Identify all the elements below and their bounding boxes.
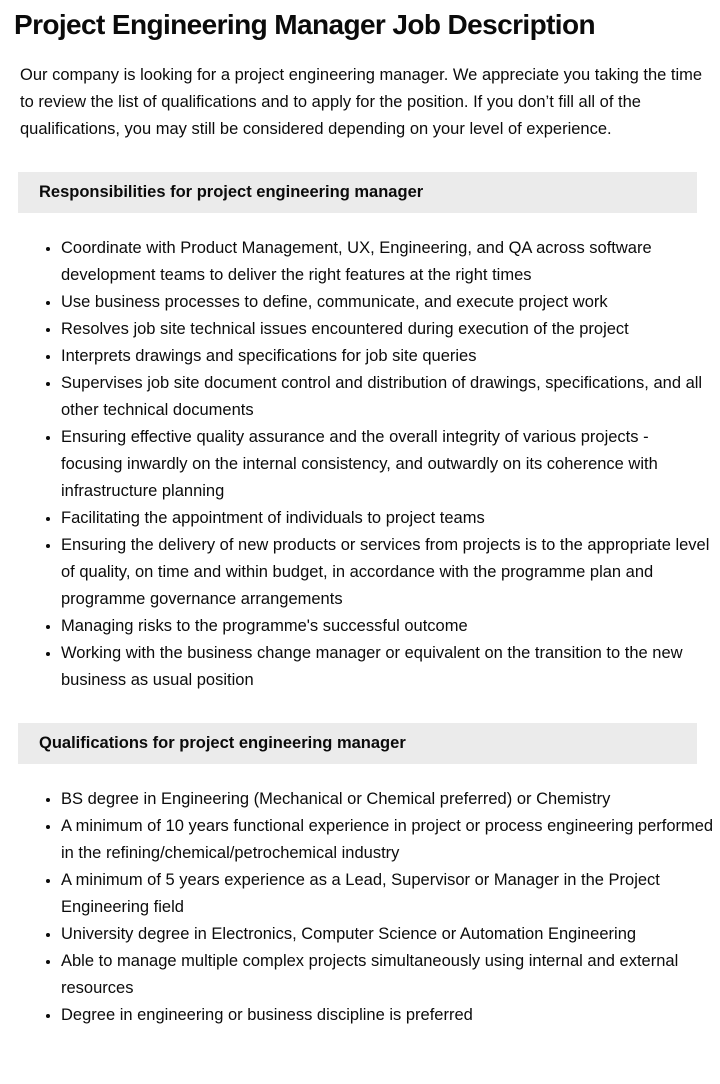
list-item: • Use business processes to define, communicate, and execute project work (61, 289, 714, 316)
list-item: • Coordinate with Product Management, UX, Engineering, and QA across software development teams to deliver the right features at the right times (61, 235, 714, 289)
responsibilities-list (0, 235, 720, 694)
section-header-qualifications: Qualifications for project engineering manager (18, 723, 697, 764)
list-item: • Working with the business change manager or equivalent on the transition to the new business as usual position (61, 640, 714, 694)
intro-paragraph: Our company is looking for a project engineering manager. We appreciate you taking the time to review the list of qualifications and to apply for the position. If you don’t fill all of the qualifications, you may still be considered depending on your level of experience. (20, 66, 703, 138)
list-item: • Managing risks to the programme's successful outcome (61, 613, 714, 640)
list-item: • Interprets drawings and specifications for job site queries (61, 343, 714, 370)
list-item: • Supervises job site document control and distribution of drawings, specifications, and all other technical documents (61, 370, 714, 424)
page-title: Project Engineering Manager Job Description (14, 9, 595, 40)
list-item: • A minimum of 5 years experience as a Lead, Supervisor or Manager in the Project Engineering field (61, 867, 714, 921)
list-item: • BS degree in Engineering (Mechanical or Chemical preferred) or Chemistry (61, 786, 714, 813)
list-item: • Ensuring effective quality assurance and the overall integrity of various projects - focusing inwardly on the internal consistency, and outwardly on its coherence with infrastructure planning (61, 424, 714, 505)
list-item: • Ensuring the delivery of new products or services from projects is to the appropriate level of quality, on time and within budget, in accordance with the programme plan and programme governance arrangements (61, 532, 714, 613)
list-item: • Resolves job site technical issues encountered during execution of the project (61, 316, 714, 343)
list-item: • University degree in Electronics, Computer Science or Automation Engineering (61, 921, 714, 948)
list-item: • Degree in engineering or business discipline is preferred (61, 1002, 714, 1029)
list-item: • Facilitating the appointment of individuals to project teams (61, 505, 714, 532)
qualifications-list (0, 786, 720, 1029)
list-item: • Able to manage multiple complex projects simultaneously using internal and external resources (61, 948, 714, 1002)
section-header-responsibilities: Responsibilities for project engineering manager (18, 172, 697, 213)
list-item: • A minimum of 10 years functional experience in project or process engineering performed in the refining/chemical/petrochemical industry (61, 813, 714, 867)
